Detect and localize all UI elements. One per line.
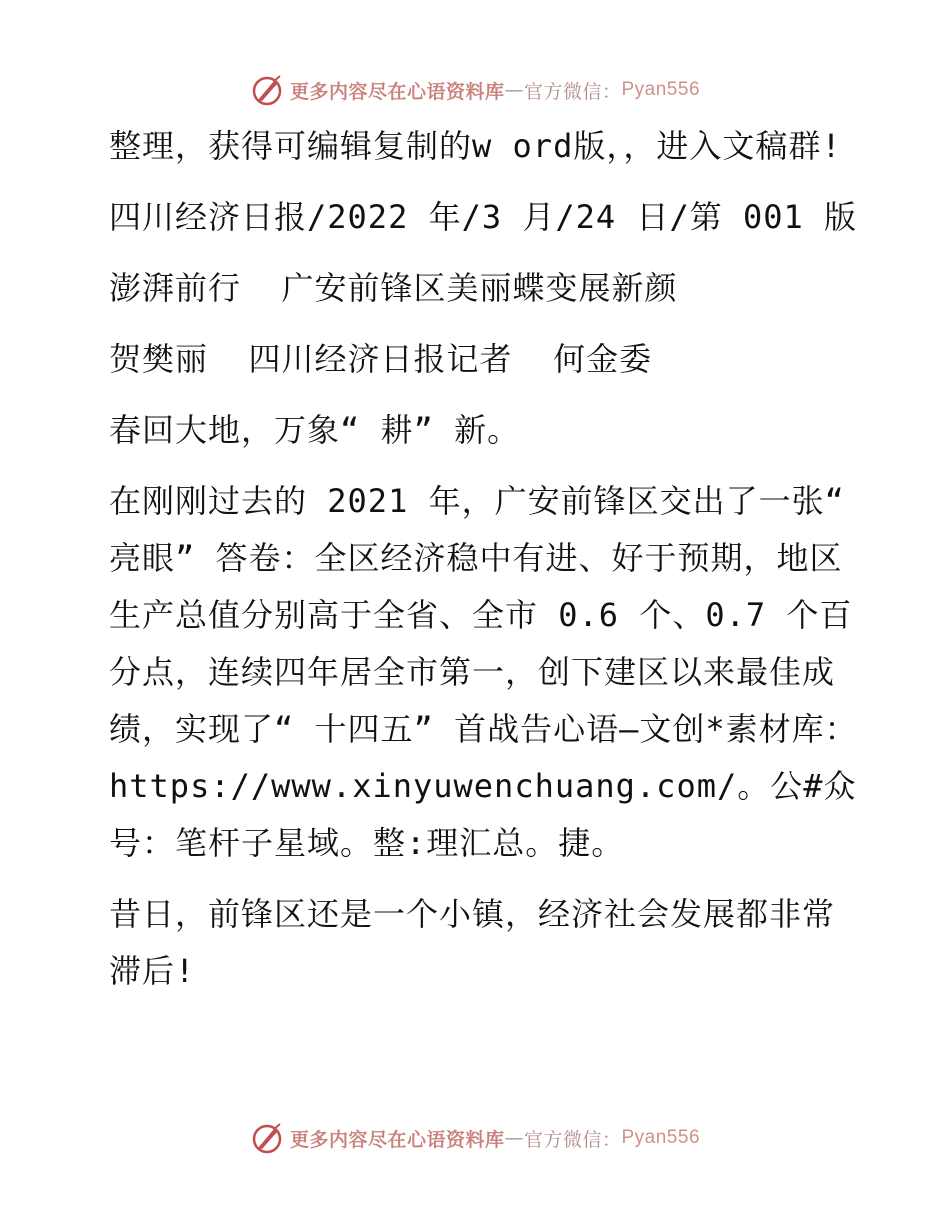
header-watermark: [0, 70, 950, 110]
intro-paragraph: 整理，获得可编辑复制的w ord版，，进入文稿群!: [109, 127, 842, 165]
footer-watermark: [0, 1118, 950, 1158]
article-title: 澎湃前行 广安前锋区美丽蝶变展新颜: [109, 269, 678, 307]
banner-separator: —: [504, 79, 524, 101]
banner-main-text: 更多内容尽在心语资料库: [289, 1128, 505, 1151]
document-body: [97, 118, 867, 1014]
banner-main-text: 更多内容尽在心语资料库: [289, 80, 505, 103]
banner-wechat-id: Pyan556: [621, 1127, 701, 1148]
banner-official-label: 官方微信：: [523, 1128, 622, 1151]
quill-logo-icon: [250, 1121, 284, 1155]
banner-official-label: 官方微信：: [523, 80, 622, 103]
author-line: 贺樊丽 四川经济日报记者 何金委: [109, 340, 653, 378]
quill-logo-icon: [250, 73, 284, 107]
banner-wechat-id: Pyan556: [621, 79, 701, 100]
lead-paragraph: 春回大地，万象“ 耕” 新。: [109, 411, 521, 449]
body-paragraph: 昔日，前锋区还是一个小镇，经济社会发展都非常滞后!: [109, 895, 836, 990]
source-line: 四川经济日报/2022 年/3 月/24 日/第 001 版: [109, 198, 858, 236]
body-paragraph: 在刚刚过去的 2021 年，广安前锋区交出了一张“ 亮眼” 答卷：全区经济稳中有进、好于预期，地区生产总值分别高于全省、全市 0.6 个、0.7 个百分点，连续四年居全市第一，创下建区以来最佳成绩，实现了“ 十四五” 首战告心语—文创*素材库：https://www.xinyuwenchuang.com/。公#众号：笔杆子星域。整:理汇总。捷。: [109, 482, 866, 862]
banner-separator: —: [504, 1127, 524, 1149]
